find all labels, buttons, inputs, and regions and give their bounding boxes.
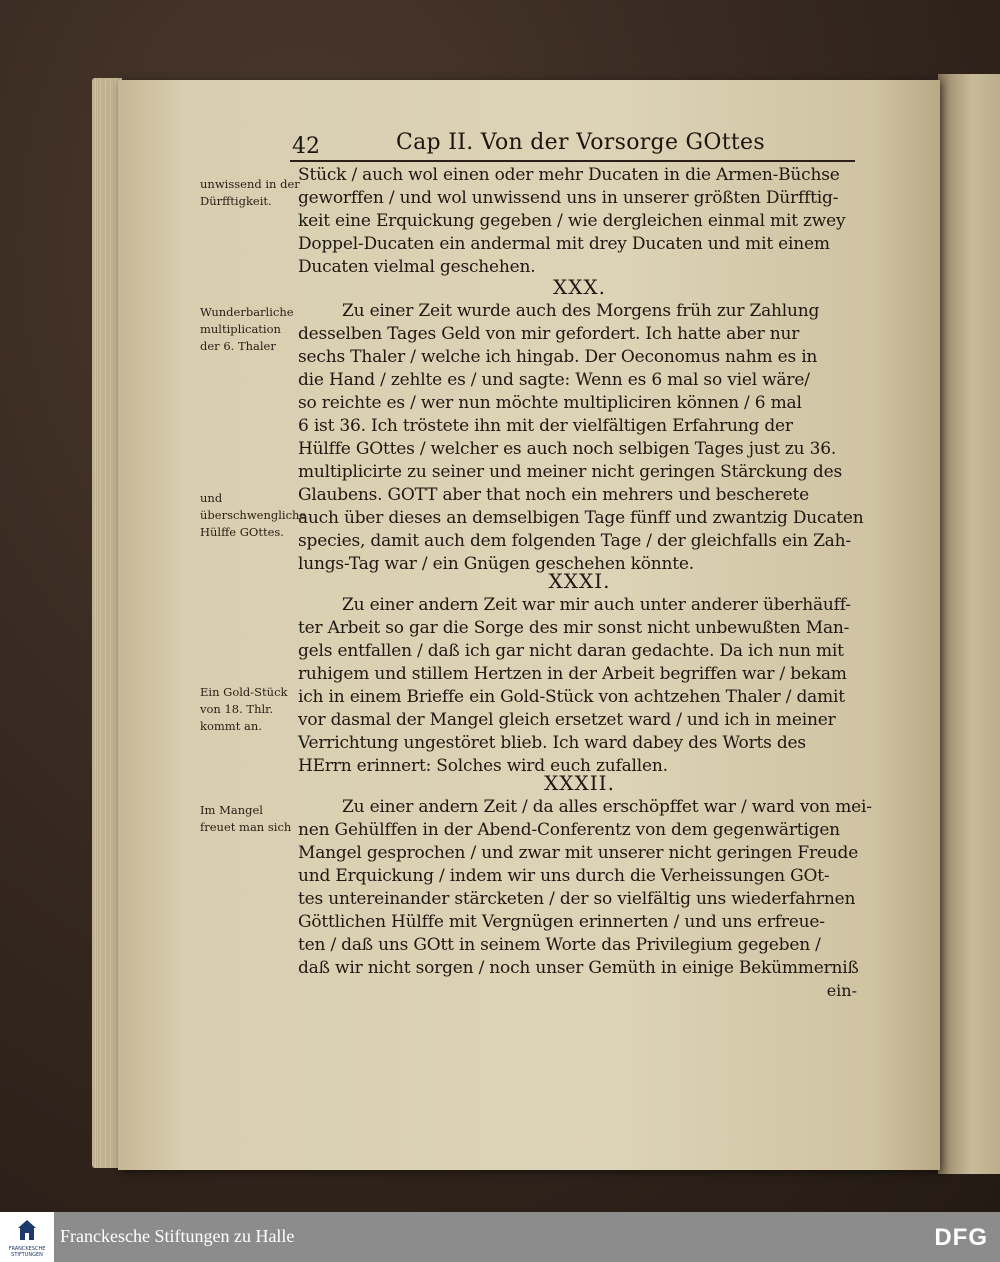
section-heading: XXXII. bbox=[544, 771, 615, 795]
page-header bbox=[290, 130, 855, 160]
institution-icon bbox=[18, 1220, 36, 1242]
margin-note: Ein Gold-Stück von 18. Thlr. kommt an. bbox=[200, 685, 288, 733]
margin-note: und überschwengliche Hülffe GOttes. bbox=[200, 491, 307, 539]
text-line: keit eine Erquickung gegeben / wie dergleichen einmal mit zwey bbox=[298, 211, 846, 231]
catchword: ein- bbox=[826, 981, 857, 1000]
text-line: Zu einer andern Zeit / da alles erschöpffet war / ward von mei- bbox=[342, 797, 872, 817]
dfg-logo[interactable]: DFG bbox=[934, 1224, 988, 1251]
text-line: daß wir nicht sorgen / noch unser Gemüth in einige Bekümmerniß bbox=[298, 958, 859, 978]
facing-page-edge bbox=[938, 74, 1000, 1174]
text-line: Hülffe GOttes / welcher es auch noch selbigen Tages just zu 36. bbox=[298, 439, 837, 459]
text-line: ten / daß uns GOtt in seinem Worte das Privilegium gegeben / bbox=[298, 935, 821, 955]
text-line: Zu einer andern Zeit war mir auch unter anderer überhäuff- bbox=[342, 595, 851, 615]
text-line: ich in einem Brieffe ein Gold-Stück von achtzehen Thaler / damit bbox=[298, 687, 845, 707]
text-line: Zu einer Zeit wurde auch des Morgens früh zur Zahlung bbox=[342, 301, 820, 321]
margin-note: Im Mangel freuet man sich bbox=[200, 803, 292, 834]
text-line: sechs Thaler / welche ich hingab. Der Oeconomus nahm es in bbox=[298, 347, 818, 367]
text-line: tes untereinander stärcketen / der so vielfältig uns wiederfahrnen bbox=[298, 889, 856, 909]
text-line: Stück / auch wol einen oder mehr Ducaten in die Armen-Büchse bbox=[298, 165, 840, 185]
header-rule bbox=[290, 160, 855, 162]
text-line: lungs-Tag war / ein Gnügen geschehen könnte. bbox=[298, 554, 694, 574]
text-line: HErrn erinnert: Solches wird euch zufallen. bbox=[298, 756, 668, 776]
margin-note: Wunderbarliche multiplication der 6. Thaler bbox=[200, 305, 294, 353]
text-line: 6 ist 36. Ich tröstete ihn mit der vielfältigen Erfahrung der bbox=[298, 416, 793, 436]
text-line: geworffen / und wol unwissend uns in unserer größten Dürfftig- bbox=[298, 188, 839, 208]
section-heading: XXX. bbox=[552, 275, 607, 299]
text-line: die Hand / zehlte es / und sagte: Wenn es 6 mal so viel wäre/ bbox=[298, 370, 810, 390]
institution-name: Franckesche Stiftungen zu Halle bbox=[60, 1226, 295, 1246]
franckesche-logo[interactable] bbox=[0, 1212, 54, 1262]
text-line: so reichte es / wer nun möchte multipliciren können / 6 mal bbox=[298, 393, 802, 413]
page-number: 42 bbox=[292, 134, 320, 159]
text-line: desselben Tages Geld von mir gefordert. Ich hatte aber nur bbox=[298, 324, 800, 344]
text-line: nen Gehülffen in der Abend-Conferentz von dem gegenwärtigen bbox=[298, 820, 840, 840]
text-line: Verrichtung ungestöret blieb. Ich ward dabey des Worts des bbox=[298, 733, 806, 753]
text-line: multiplicirte zu seiner und meiner nicht geringen Stärckung des bbox=[298, 462, 842, 482]
text-line: vor dasmal der Mangel gleich ersetzet ward / und ich in meiner bbox=[298, 710, 836, 730]
text-line: auch über dieses an demselbigen Tage fünff und zwantzig Ducaten bbox=[298, 508, 864, 528]
text-line: Mangel gesprochen / und zwar mit unserer nicht geringen Freude bbox=[298, 843, 859, 863]
running-title: Cap II. Von der Vorsorge GOttes bbox=[396, 130, 765, 155]
text-line: Ducaten vielmal geschehen. bbox=[298, 257, 536, 277]
section-heading: XXXI. bbox=[548, 569, 611, 593]
text-line: Göttlichen Hülffe mit Vergnügen erinnerten / und uns erfreue- bbox=[298, 912, 825, 932]
logo-text: FRANCKESCHE STIFTUNGEN bbox=[8, 1246, 46, 1258]
text-line: gels entfallen / daß ich gar nicht daran gedachte. Da ich nun mit bbox=[298, 641, 844, 661]
text-line: species, damit auch dem folgenden Tage / der gleichfalls ein Zah- bbox=[298, 531, 851, 551]
text-line: ruhigem und stillem Hertzen in der Arbeit begriffen war / bekam bbox=[298, 664, 847, 684]
viewer-footer bbox=[0, 1212, 1000, 1262]
text-line: ter Arbeit so gar die Sorge des mir sonst nicht unbewußten Man- bbox=[298, 618, 850, 638]
text-line: Glaubens. GOTT aber that noch ein mehrers und bescherete bbox=[298, 485, 809, 505]
margin-note: unwissend in der Dürfftigkeit. bbox=[200, 177, 300, 208]
text-line: Doppel-Ducaten ein andermal mit drey Ducaten und mit einem bbox=[298, 234, 830, 254]
text-line: und Erquickung / indem wir uns durch die Verheissungen GOt- bbox=[298, 866, 830, 886]
